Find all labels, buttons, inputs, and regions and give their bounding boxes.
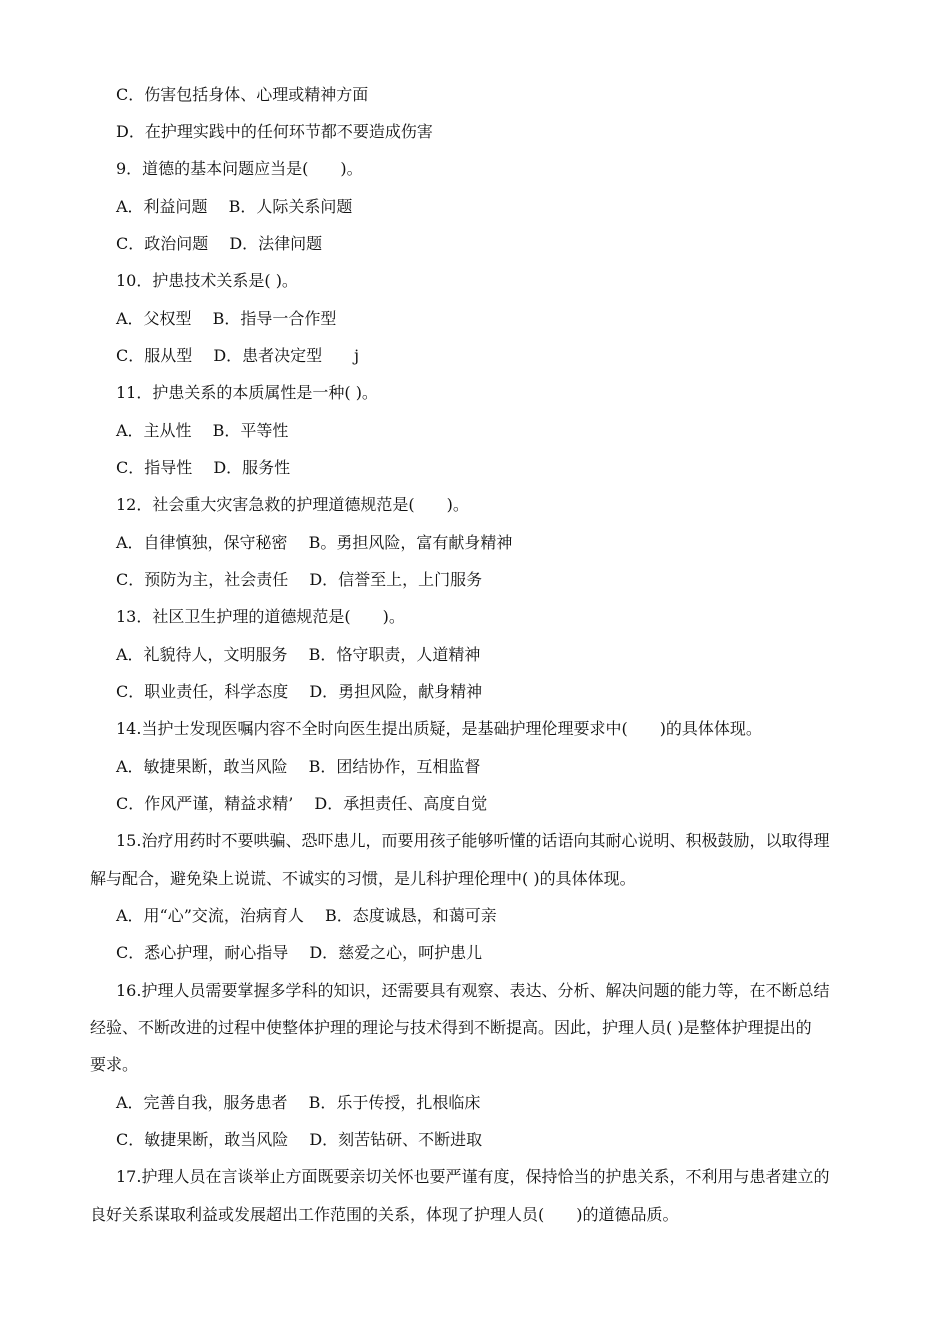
option-line: C．预防为主，社会责任 D．信誉至上，上门服务 [116,570,483,589]
option-line: A．利益问题 B．人际关系问题 [116,197,353,216]
question-line: 10．护患技术关系是( )。 [116,271,298,290]
option-line: C．指导性 D．服务性 [116,458,291,477]
question-line: 9．道德的基本问题应当是( )。 [116,159,363,178]
option-line: C．职业责任，科学态度 D．勇担风险，献身精神 [116,682,483,701]
option-line: C．服从型 D．患者决定型 j [116,346,360,365]
question-line: 12．社会重大灾害急救的护理道德规范是( )。 [116,495,469,514]
option-line: C．作风严谨，精益求精’ D．承担责任、高度自觉 [116,794,488,813]
option-line: C．敏捷果断，敢当风险 D．刻苦钻研、不断进取 [116,1130,483,1149]
question-line: 11．护患关系的本质属性是一种( )。 [116,383,378,402]
question-line: 要求。 [90,1055,139,1074]
option-line: A．自律慎独，保守秘密 B。勇担风险，富有献身精神 [116,533,513,552]
option-line: A．父权型 B．指导一合作型 [116,309,337,328]
question-line: 17.护理人员在言谈举止方面既要亲切关怀也要严谨有度，保持恰当的护患关系，不利用与患者建立的 [116,1167,830,1186]
question-line: 良好关系谋取利益或发展超出工作范围的关系，体现了护理人员( )的道德品质。 [90,1205,679,1224]
question-line: 13．社区卫生护理的道德规范是( )。 [116,607,405,626]
question-line: 经验、不断改进的过程中使整体护理的理论与技术得到不断提高。因此，护理人员( )是整体护理提出的 [90,1018,812,1037]
question-line: 16.护理人员需要掌握多学科的知识，还需要具有观察、表达、分析、解决问题的能力等，在不断总结 [116,981,830,1000]
option-line: D．在护理实践中的任何环节都不要造成伤害 [116,122,433,141]
question-line: 15.治疗用药时不要哄骗、恐吓患儿，而要用孩子能够听懂的话语向其耐心说明、积极鼓励，以取得理 [116,831,830,850]
option-line: A．礼貌待人，文明服务 B．恪守职责，人道精神 [116,645,481,664]
option-line: A．敏捷果断，敢当风险 B．团结协作，互相监督 [116,757,481,776]
option-line: C．政治问题 D．法律问题 [116,234,323,253]
question-line: 14.当护士发现医嘱内容不全时向医生提出质疑，是基础护理伦理要求中( )的具体体现。 [116,719,762,738]
question-line: 解与配合，避免染上说谎、不诚实的习惯，是儿科护理伦理中( )的具体体现。 [90,869,636,888]
option-line: C．悉心护理，耐心指导 D．慈爱之心，呵护患儿 [116,943,483,962]
option-line: A．用“心”交流，治病育人 B．态度诚恳，和蔼可亲 [116,906,497,925]
option-line: C．伤害包括身体、心理或精神方面 [116,85,369,104]
option-line: A．完善自我，服务患者 B．乐于传授，扎根临床 [116,1093,481,1112]
option-line: A．主从性 B．平等性 [116,421,289,440]
